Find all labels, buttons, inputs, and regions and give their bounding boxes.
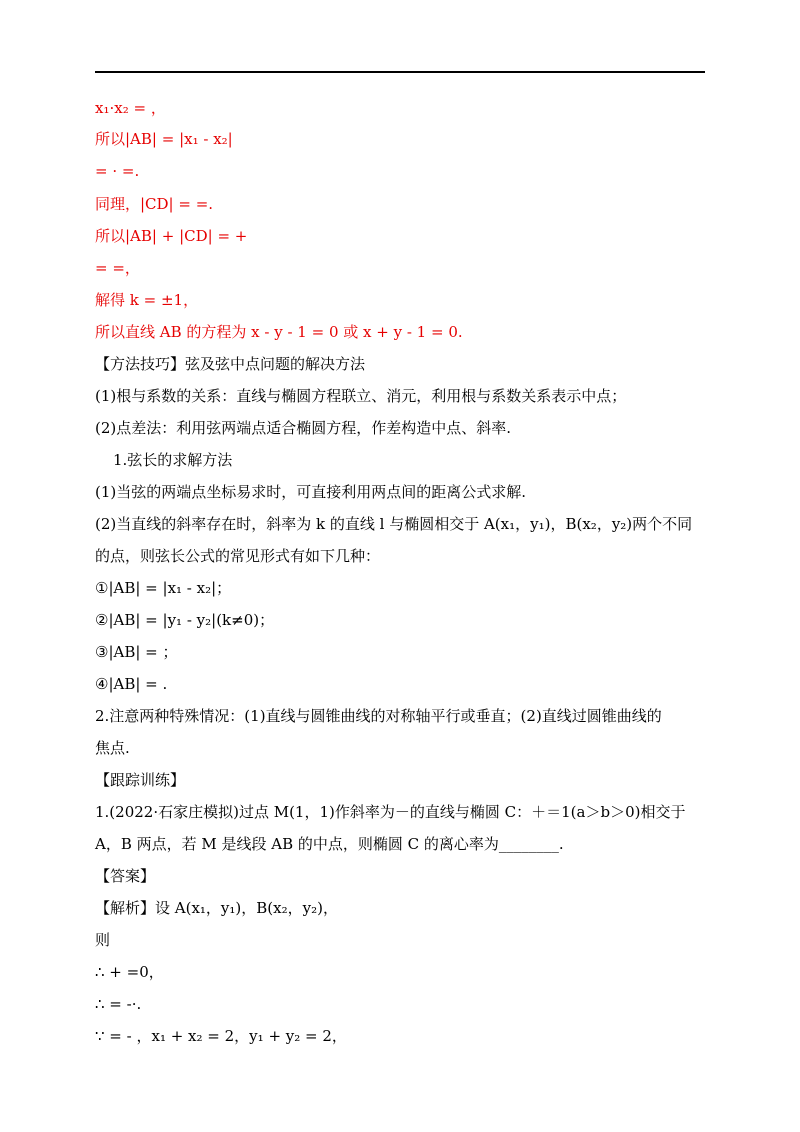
answer-label: 【答案】 bbox=[95, 867, 156, 885]
formula-item: ②|AB| = |y₁ - y₂|(k≠0)； bbox=[95, 611, 275, 629]
analysis-text: 【解析】设 A(x₁，y₁)，B(x₂，y₂)， bbox=[95, 899, 338, 917]
text-line: (2)当直线的斜率存在时，斜率为 k 的直线 l 与椭圆相交于 A(x₁，y₁)，B(x₂，y₂)两个不同 bbox=[95, 515, 693, 533]
text-line: 所以|AB| = |x₁ - x₂| bbox=[95, 130, 233, 148]
text-line: = =， bbox=[95, 259, 140, 277]
subheading: 1.弦长的求解方法 bbox=[113, 451, 233, 469]
text-line: x₁·x₂ = ， bbox=[95, 99, 166, 117]
text-line: (2)点差法：利用弦两端点适合椭圆方程，作差构造中点、斜率. bbox=[95, 419, 512, 437]
question-text: 1.(2022·石家庄模拟)过点 M(1，1)作斜率为－的直线与椭圆 C：＋＝1(a＞b＞0)相交于 bbox=[95, 803, 686, 821]
formula-item: ④|AB| = . bbox=[95, 675, 168, 693]
analysis-text: ∴ = -·. bbox=[95, 995, 142, 1013]
text-line: = · =. bbox=[95, 162, 140, 180]
text-line: 的点，则弦长公式的常见形式有如下几种： bbox=[95, 547, 381, 565]
text-line: 所以直线 AB 的方程为 x - y - 1 = 0 或 x + y - 1 = 0. bbox=[95, 323, 463, 341]
section-heading: 【跟踪训练】 bbox=[95, 771, 186, 789]
header-rule bbox=[95, 71, 705, 73]
section-heading: 【方法技巧】弦及弦中点问题的解决方法 bbox=[95, 355, 366, 373]
formula-item: ③|AB| = ； bbox=[95, 643, 178, 661]
analysis-text: ∴ + =0， bbox=[95, 963, 164, 981]
formula-item: ①|AB| = |x₁ - x₂|； bbox=[95, 579, 232, 597]
text-line: (1)当弦的两端点坐标易求时，可直接利用两点间的距离公式求解. bbox=[95, 483, 527, 501]
text-line: (1)根与系数的关系：直线与椭圆方程联立、消元，利用根与系数关系表示中点； bbox=[95, 387, 627, 405]
question-text: A，B 两点，若 M 是线段 AB 的中点，则椭圆 C 的离心率为________. bbox=[95, 835, 564, 853]
text-line: 同理，|CD| = =. bbox=[95, 195, 214, 213]
analysis-text: ∵ = - ，x₁ + x₂ = 2，y₁ + y₂ = 2， bbox=[95, 1027, 347, 1045]
analysis-text: 则 bbox=[95, 931, 111, 949]
text-line: 所以|AB| + |CD| = + bbox=[95, 227, 248, 245]
text-line: 解得 k = ±1， bbox=[95, 291, 199, 309]
text-line: 2.注意两种特殊情况：(1)直线与圆锥曲线的对称轴平行或垂直；(2)直线过圆锥曲线的 bbox=[95, 707, 662, 725]
text-line: 焦点. bbox=[95, 739, 130, 757]
